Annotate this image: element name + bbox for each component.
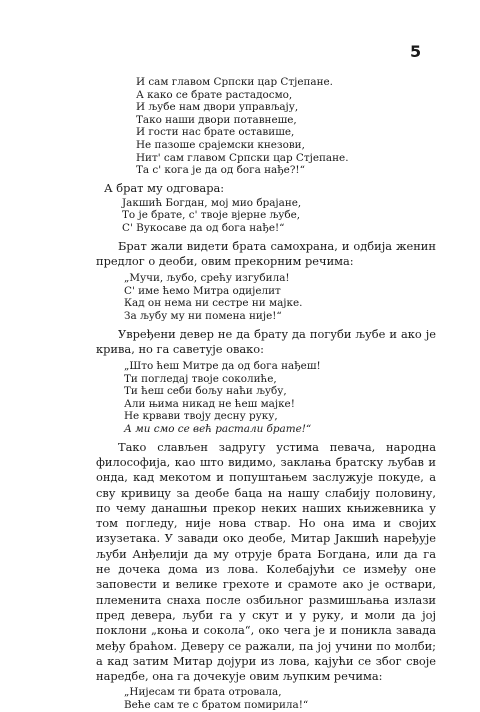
verse-line: И гости нас брате оставише, xyxy=(136,126,295,139)
verse-line: Јакшић Богдан, мој мио брајане, xyxy=(122,196,302,209)
verse-line: Не крвави твоју десну руку, xyxy=(124,410,278,423)
verse-line: Нит' сам главом Српски цар Стјепане. xyxy=(136,151,349,164)
verse-block-4 xyxy=(124,360,436,436)
verse-line: С' име ћемо Митра одијелит xyxy=(124,284,281,297)
verse-line: Тако наши двори потавнеше, xyxy=(136,113,297,126)
verse-line: Кад он нема ни сестре ни мајке. xyxy=(124,297,303,310)
verse-block-5 xyxy=(124,686,436,711)
verse-line: То је брате, с' твоје вјерне љубе, xyxy=(122,209,301,222)
paragraph: Брат жали видети брата самохрана, и одбија женин предлог о деоби, овим прекорним речима: xyxy=(96,238,436,268)
paragraph: Увређени девер не да брату да погуби љубе и ако је крива, но га саветује овако: xyxy=(96,326,436,356)
verse-block-3 xyxy=(124,272,436,322)
page-content xyxy=(96,76,436,712)
verse-line: Не пазоше срајемски кнезови, xyxy=(136,138,305,151)
verse-line: Та с' кога је да од бога нађе?!“ xyxy=(136,164,305,177)
verse-line: А како се брате растадосмо, xyxy=(136,88,293,101)
verse-line: „Мучи, љубо, срећу изгубила! xyxy=(124,272,290,285)
verse-line: И љубе нам двори управљају, xyxy=(136,101,299,114)
verse-line: „Нијесам ти брата отровала, xyxy=(124,686,282,699)
verse-line: А ми смо се већ растали брате!“ xyxy=(124,423,312,436)
verse-block-2 xyxy=(122,197,436,235)
verse-line: Али њима никад не ћеш мајке! xyxy=(124,397,295,410)
intro-line: А брат му одговара: xyxy=(104,180,225,195)
verse-line: Веће сам те с братом помирила!“ xyxy=(124,699,309,711)
verse-line: Ти ћеш себи бољу наћи љубу, xyxy=(124,385,287,398)
paragraph: Тако слављен задругу устима певача, народна философија, као што видимо, заклања братску љубав и онда, кад мекотом и попуштањем заслужује покуде, а сву кривицу за деобе баца на нашу слабију половину, по чему данашњи прекор неких наших књижевника у том погледу, није нова ствар. Но она има и својих изузетака. У завади око деобе, Митар Јакшић наређује љуби Анђелији да му отрује брата Богдана, или да га не дочека дома из лова. Колебајући се између оне заповести и велике грехоте и срамоте ако је оствари, племенита снаха после озбиљног размишљања излази пред девера, љуби га у скут и у руку, и моли да јој поклони „коња и сокола“, око чега је и поникла завада међу браћом. Деверу се ражали, па јој учини по молби; а кад затим Митар дојури из лова, кајући се због своје наредбе, она га дочекује овим љупким речима: xyxy=(96,439,436,684)
verse-line: И сам главом Српски цар Стјепане. xyxy=(136,76,333,88)
verse-line: За љубу му ни помена није!“ xyxy=(124,309,282,322)
verse-line: Ти погледај твоје соколиће, xyxy=(124,372,277,385)
verse-line: „Што ћеш Митре да од бога нађеш! xyxy=(124,360,321,373)
page-number: 5 xyxy=(410,42,422,61)
verse-line: С' Вукосаве да од бога нађе!“ xyxy=(122,221,285,234)
verse-block-1 xyxy=(136,76,436,177)
